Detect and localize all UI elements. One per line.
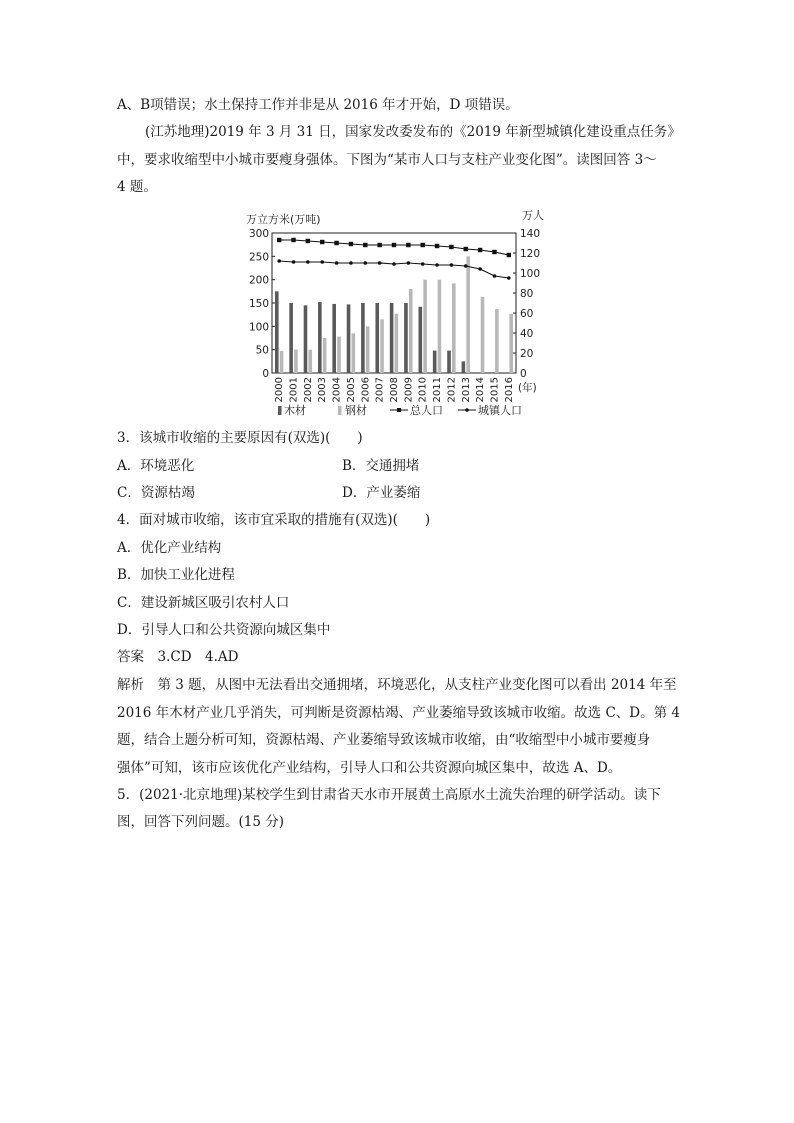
analysis-line-3: 题，结合上题分析可知，资源枯竭、产业萎缩导致该城市收缩，由“收缩型中小城市要瘦身 <box>117 732 651 748</box>
bar-steel <box>280 351 284 373</box>
point-urban-population <box>335 261 339 265</box>
right-tick-label: 60 <box>520 308 534 320</box>
answer-line: 答案 3.CD 4.AD <box>117 649 239 665</box>
x-tick-label: 2002 <box>302 377 314 403</box>
bar-wood <box>404 303 408 373</box>
right-axis-title: 万人 <box>522 209 544 222</box>
bar-steel <box>509 314 513 373</box>
bar-wood <box>332 304 336 373</box>
left-tick-label: 250 <box>248 251 269 264</box>
point-urban-population <box>478 267 482 271</box>
analysis-line-1: 解析 第 3 题，从图中无法看出交通拥堵，环境恶化，从支柱产业变化图可以看出 2014 年至 <box>117 677 677 693</box>
point-total-population <box>320 240 324 244</box>
left-tick-label: 150 <box>248 298 269 310</box>
bar-steel <box>337 337 341 373</box>
left-axis-title: 万立方米(万吨) <box>246 213 321 226</box>
point-urban-population <box>507 276 511 280</box>
point-total-population <box>306 239 310 243</box>
point-total-population <box>406 243 410 247</box>
bar-steel <box>323 338 327 373</box>
legend-urban-label: 城镇人口 <box>478 404 522 417</box>
bar-wood <box>462 361 466 373</box>
line-total-population <box>279 240 509 255</box>
x-tick-label: 2016 <box>503 377 515 403</box>
q3-option-a: A．环境恶化 <box>117 458 195 474</box>
q3-option-b: B．交通拥堵 <box>342 458 420 474</box>
bar-steel <box>452 283 456 373</box>
x-tick-label: 2006 <box>360 377 372 403</box>
q5-line-2: 图，回答下列问题。(15 分) <box>117 814 285 830</box>
bar-wood <box>390 303 394 373</box>
bar-wood <box>347 304 351 373</box>
bar-steel <box>438 280 442 373</box>
legend-wood-swatch <box>278 406 282 415</box>
point-total-population <box>277 238 281 242</box>
x-tick-label: 2001 <box>288 377 300 403</box>
text-line-2: (江苏地理)2019 年 3 月 31 日，国家发改委发布的《2019 年新型城镇化建设重点任务》 <box>145 124 681 140</box>
x-tick-label: 2014 <box>475 377 487 403</box>
q4-option-b: B．加快工业化进程 <box>117 567 235 583</box>
point-total-population <box>478 248 482 252</box>
point-urban-population <box>378 261 382 265</box>
point-urban-population <box>277 259 281 263</box>
q5-line-1: 5．(2021·北京地理)某校学生到甘肃省天水市开展黄土高原水土流失治理的研学活动。读下 <box>117 787 661 803</box>
left-tick-label: 50 <box>255 344 269 357</box>
right-tick-label: 100 <box>520 268 541 280</box>
point-total-population <box>421 243 425 247</box>
q4-option-a: A．优化产业结构 <box>117 540 222 556</box>
population-industry-chart <box>228 206 548 422</box>
point-total-population <box>464 247 468 251</box>
left-tick-label: 0 <box>262 368 269 380</box>
x-tick-label: 2000 <box>274 377 286 403</box>
point-total-population <box>392 243 396 247</box>
q3-option-c: C．资源枯竭 <box>117 485 195 501</box>
point-urban-population <box>450 263 454 267</box>
right-tick-label: 40 <box>520 328 534 340</box>
x-tick-label: 2008 <box>389 377 400 403</box>
legend-total-label: 总人口 <box>410 404 443 417</box>
x-tick-label: 2010 <box>417 377 429 403</box>
bar-wood <box>275 291 279 373</box>
x-tick-label: 2003 <box>317 377 329 403</box>
right-tick-label: 20 <box>520 348 534 360</box>
x-tick-label: 2011 <box>432 377 444 403</box>
point-total-population <box>507 253 511 257</box>
bar-steel <box>294 350 298 373</box>
point-urban-population <box>407 261 411 265</box>
bar-steel <box>495 309 499 373</box>
analysis-line-4: 强体”可知，该市应该优化产业结构，引导人口和公共资源向城区集中，故选 A、D。 <box>117 760 622 776</box>
point-total-population <box>291 238 295 242</box>
point-urban-population <box>392 262 396 266</box>
bar-wood <box>289 303 293 373</box>
point-urban-population <box>493 274 497 278</box>
right-tick-label: 140 <box>520 228 541 240</box>
point-total-population <box>363 243 367 247</box>
point-urban-population <box>464 264 468 268</box>
legend-steel-label: 钢材 <box>345 404 367 417</box>
point-total-population <box>334 241 338 245</box>
legend-total-marker <box>397 408 401 412</box>
point-total-population <box>435 244 439 248</box>
bar-wood <box>433 351 437 373</box>
point-total-population <box>349 242 353 246</box>
point-urban-population <box>363 261 367 265</box>
left-tick-label: 200 <box>248 274 269 287</box>
x-tick-label: 2007 <box>374 377 386 403</box>
x-tick-label: 2012 <box>446 377 458 403</box>
x-tick-label: 2005 <box>345 377 357 403</box>
q4-option-d: D．引导人口和公共资源向城区集中 <box>117 622 331 638</box>
right-tick-label: 0 <box>520 368 527 380</box>
bar-steel <box>352 333 356 373</box>
point-total-population <box>449 245 453 249</box>
q3-stem: 3．该城市收缩的主要原因有(双选)( ) <box>117 430 363 446</box>
x-tick-label: 2009 <box>403 377 415 403</box>
right-tick-label: 120 <box>520 248 541 260</box>
point-urban-population <box>320 260 324 264</box>
left-tick-label: 300 <box>248 228 269 240</box>
q4-stem: 4．面对城市收缩，该市宜采取的措施有(双选)( ) <box>117 512 431 528</box>
x-tick-label: 2004 <box>331 377 343 403</box>
x-axis-unit: (年) <box>518 382 537 394</box>
point-urban-population <box>421 262 425 266</box>
point-urban-population <box>349 261 353 265</box>
bar-wood <box>318 302 322 373</box>
bar-wood <box>304 305 308 373</box>
bar-steel <box>366 326 370 373</box>
legend-steel-swatch <box>338 406 342 415</box>
q3-option-d: D．产业萎缩 <box>342 485 421 501</box>
bar-steel <box>308 350 312 373</box>
bar-steel <box>423 280 427 373</box>
q4-option-c: C．建设新城区吸引农村人口 <box>117 595 290 611</box>
x-tick-label: 2013 <box>460 377 472 403</box>
text-line-4: 4 题。 <box>117 179 157 195</box>
bar-steel <box>409 289 413 373</box>
point-urban-population <box>292 260 296 264</box>
point-total-population <box>492 250 496 254</box>
bar-steel <box>481 297 485 373</box>
point-urban-population <box>306 260 310 264</box>
bar-steel <box>466 256 470 373</box>
text-line-1: A、B项错误；水土保持工作并非是从 2016 年才开始，D 项错误。 <box>117 97 519 113</box>
right-tick-label: 80 <box>520 288 534 300</box>
left-tick-label: 100 <box>248 321 269 334</box>
x-tick-label: 2015 <box>489 377 501 403</box>
point-total-population <box>377 243 381 247</box>
text-line-3: 中，要求收缩型中小城市要瘦身强体。下图为“某市人口与支柱产业变化图”。读图回答 3～ <box>117 152 657 168</box>
bar-steel <box>380 319 384 373</box>
bar-wood <box>375 303 379 373</box>
bar-wood <box>419 307 423 373</box>
bar-wood <box>361 303 365 373</box>
bar-steel <box>395 314 399 373</box>
bar-wood <box>447 351 451 373</box>
legend-wood-label: 木材 <box>284 404 306 417</box>
point-urban-population <box>435 263 439 267</box>
analysis-line-2: 2016 年木材产业几乎消失，可判断是资源枯竭、产业萎缩导致该城市收缩。故选 C、D。第 4 <box>117 705 680 721</box>
legend-urban-marker <box>465 408 469 412</box>
